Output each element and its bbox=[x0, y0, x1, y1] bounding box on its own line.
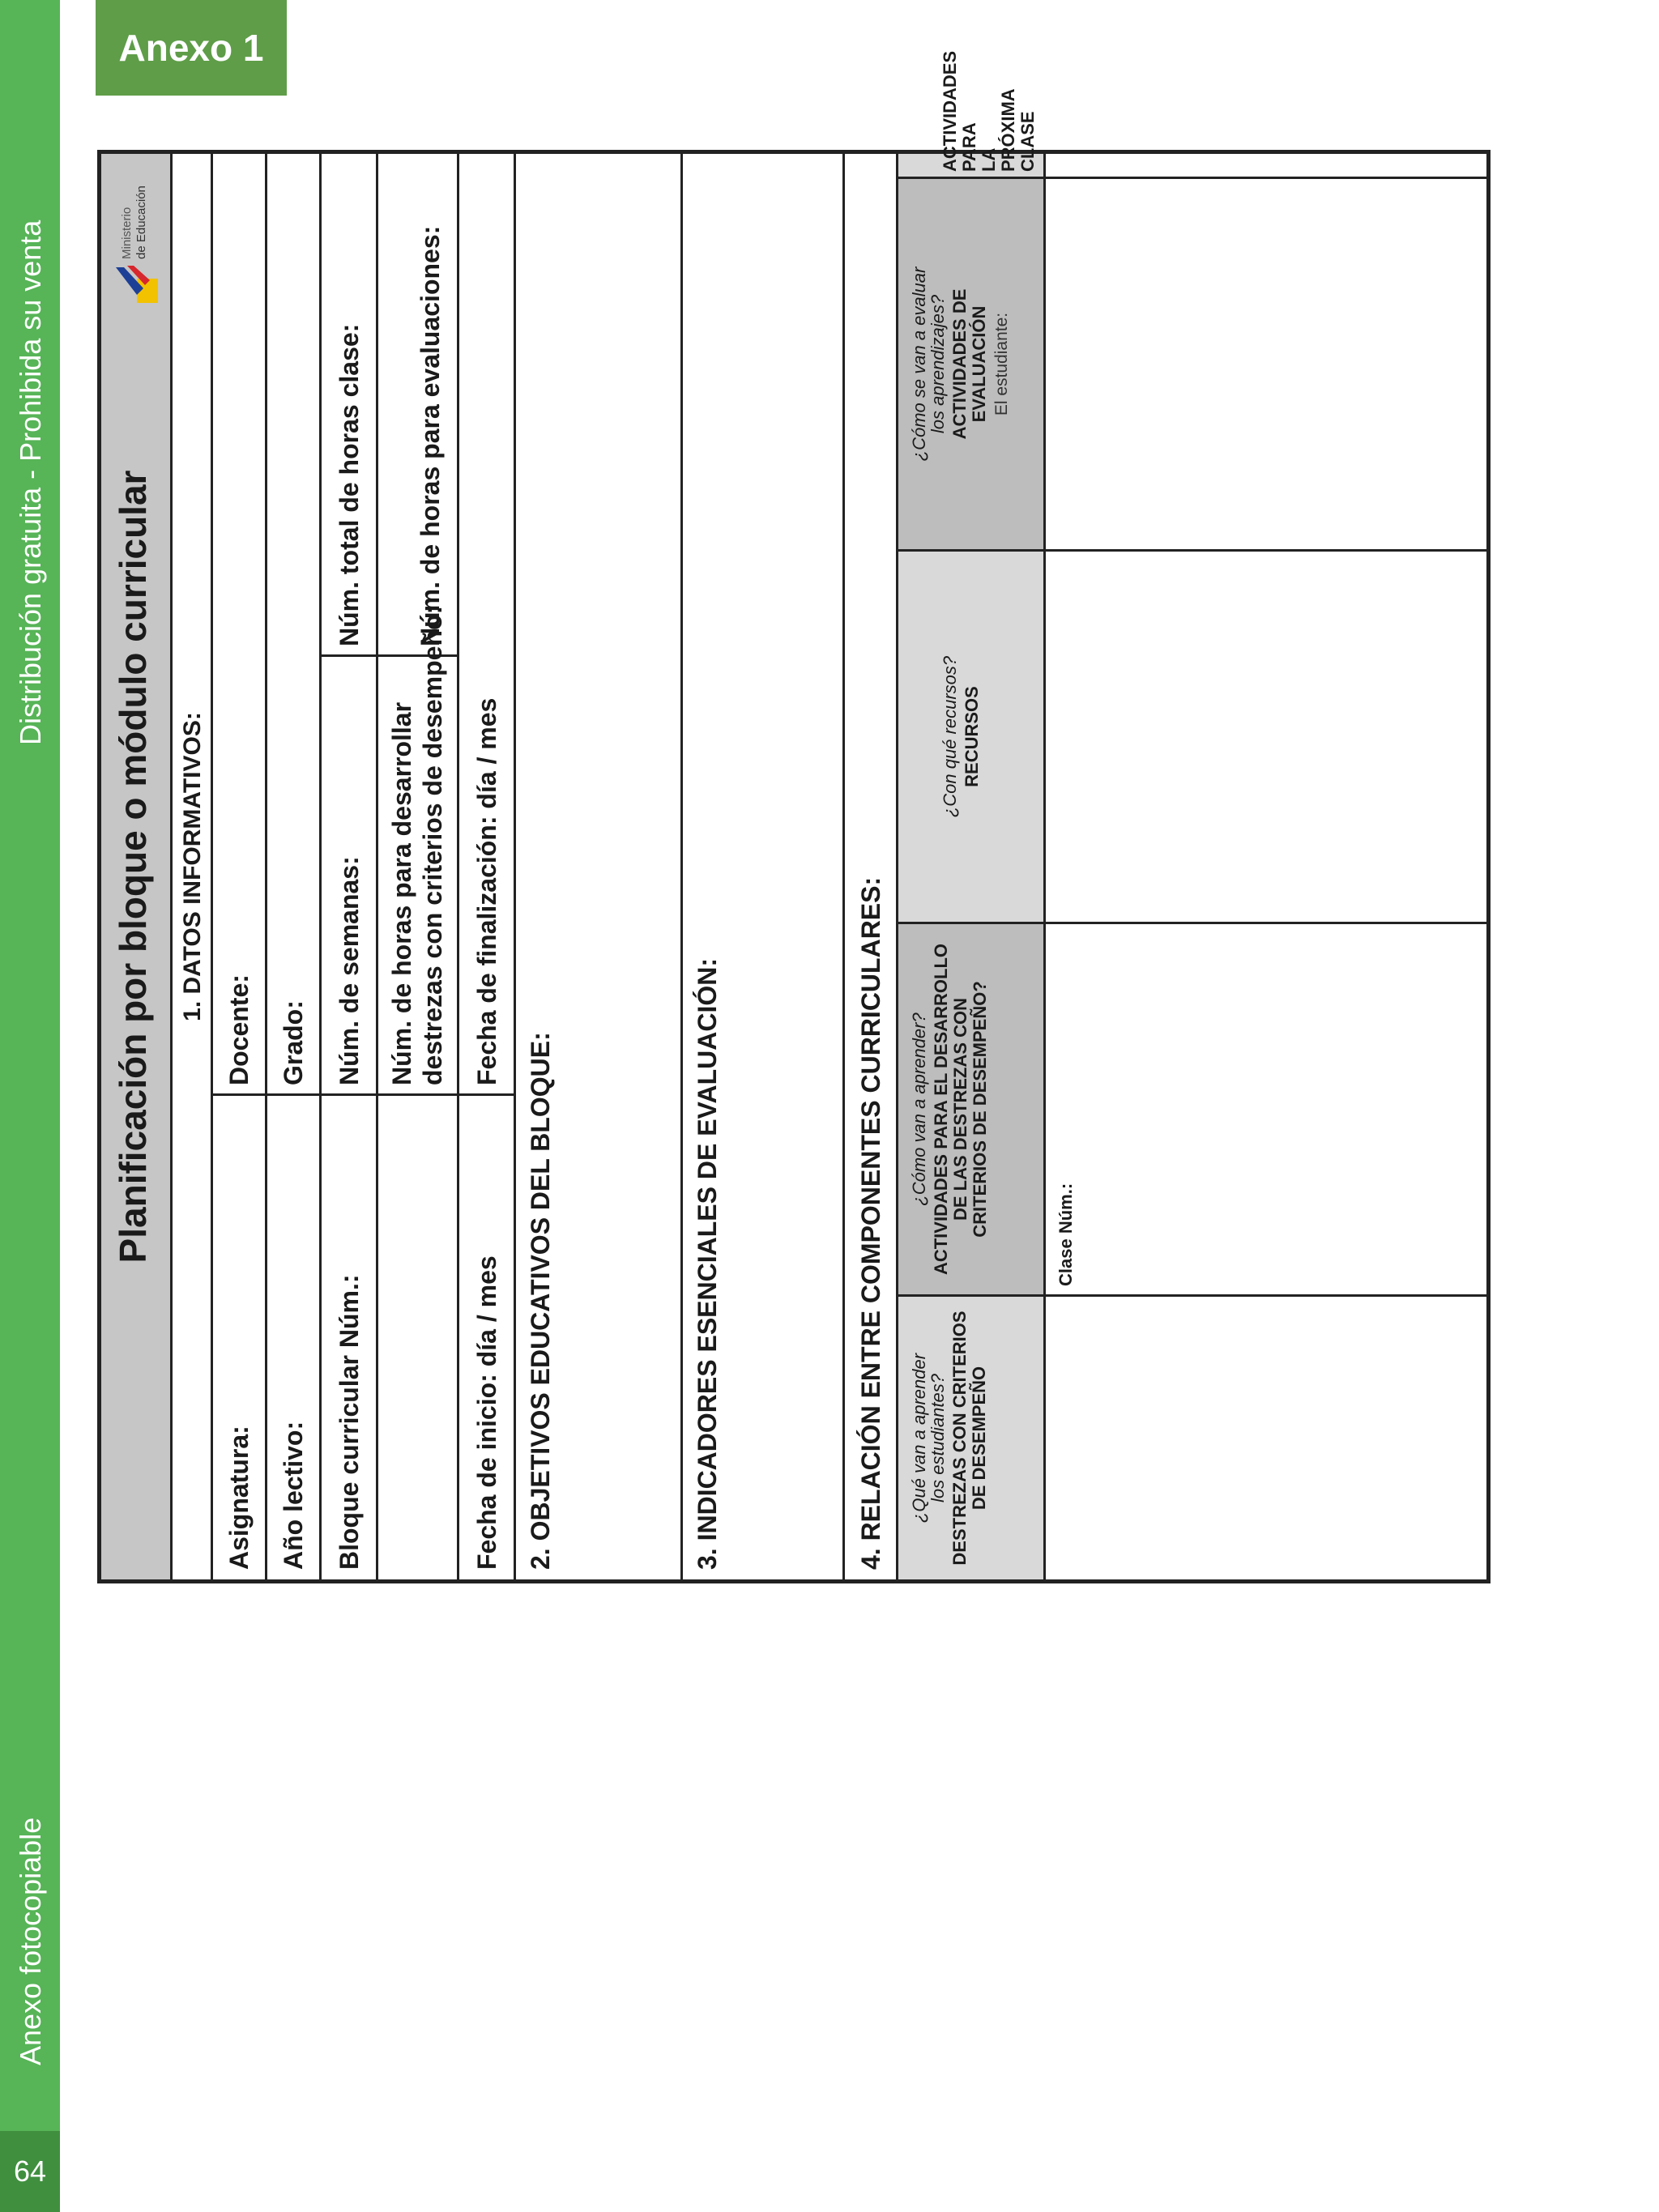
header-evaluacion-b2: EVALUACIÓN bbox=[969, 305, 989, 423]
row-relacion bbox=[845, 154, 898, 1579]
annex-tab: Anexo 1 bbox=[96, 0, 287, 96]
row-column-body bbox=[1046, 154, 1486, 1579]
row-fechas bbox=[459, 154, 516, 1579]
logo-line-1: Ministerio bbox=[120, 207, 134, 259]
row-bloque bbox=[322, 154, 378, 1579]
header-proxima-b2: PRÓXIMA CLASE bbox=[998, 88, 1038, 172]
header-actividades-b3: CRITERIOS DE DESEMPEÑO? bbox=[970, 981, 990, 1238]
form-wrapper bbox=[97, 50, 1491, 1583]
cell-ano-lectivo[interactable] bbox=[267, 1093, 319, 1579]
header-evaluacion-b1: ACTIVIDADES DE bbox=[949, 288, 970, 440]
label-horas-destrezas-2: destrezas con criterios de desempeño: bbox=[418, 605, 447, 1085]
header-destrezas bbox=[898, 1294, 1043, 1579]
header-proxima-clase bbox=[898, 50, 1043, 177]
header-evaluacion bbox=[898, 177, 1043, 549]
header-evaluacion-q1: ¿Cómo se van a evaluar bbox=[909, 266, 929, 462]
header-recursos bbox=[898, 549, 1043, 922]
label-clase-num: Clase Núm.: bbox=[1056, 1183, 1076, 1286]
page-number: 64 bbox=[0, 2131, 60, 2212]
section-1-title: 1. DATOS INFORMATIVOS: bbox=[179, 712, 206, 1021]
cell-horas-evaluaciones[interactable] bbox=[378, 154, 457, 654]
section-4-title: 4. RELACIÓN ENTRE COMPONENTES CURRICULARES: bbox=[856, 876, 885, 1570]
header-destrezas-b1: DESTREZAS CON CRITERIOS bbox=[949, 1311, 970, 1566]
row-objetivos[interactable] bbox=[516, 154, 683, 1579]
label-horas-destrezas-1: Núm. de horas para desarrollar bbox=[387, 701, 416, 1085]
row-ano-lectivo bbox=[267, 154, 322, 1579]
cell-horas-destrezas[interactable] bbox=[378, 605, 457, 1093]
row-column-headers bbox=[898, 50, 1046, 1579]
header-proxima-b1: ACTIVIDADES PARA LA bbox=[940, 50, 999, 172]
side-text-photocopiable: Anexo fotocopiable bbox=[14, 1817, 47, 2065]
header-destrezas-b2: DE DESEMPEÑO bbox=[969, 1366, 989, 1511]
cell-grado[interactable] bbox=[267, 154, 319, 1093]
header-evaluacion-sub: El estudiante: bbox=[992, 312, 1011, 416]
body-proxima-clase[interactable] bbox=[1046, 154, 1486, 177]
row-asignatura bbox=[213, 154, 267, 1579]
header-evaluacion-q2: los aprendizajes? bbox=[928, 294, 948, 434]
section-2-title: 2. OBJETIVOS EDUCATIVOS DEL BLOQUE: bbox=[526, 1032, 555, 1570]
cell-asignatura[interactable] bbox=[213, 1093, 265, 1579]
logo-line-2: de Educación bbox=[134, 185, 148, 259]
cell-fecha-inicio[interactable] bbox=[459, 1093, 514, 1579]
header-actividades-b1: ACTIVIDADES PARA EL DESARROLLO bbox=[931, 943, 951, 1276]
planning-form bbox=[97, 50, 1491, 1583]
header-recursos-q1: ¿Con qué recursos? bbox=[940, 655, 960, 818]
header-actividades-b2: DE LAS DESTREZAS CON bbox=[950, 997, 970, 1221]
body-destrezas[interactable] bbox=[1046, 1294, 1486, 1579]
cell-blank-horas[interactable] bbox=[378, 1093, 457, 1579]
row-horas bbox=[378, 154, 459, 1579]
form-title-row bbox=[101, 154, 173, 1579]
label-semanas: Núm. de semanas: bbox=[335, 856, 364, 1085]
label-asignatura: Asignatura: bbox=[224, 1426, 254, 1570]
cell-semanas[interactable] bbox=[322, 654, 376, 1093]
cell-horas-clase[interactable] bbox=[322, 154, 376, 654]
label-fecha-fin: Fecha de finalización: día / mes bbox=[472, 697, 501, 1085]
ministerio-logo bbox=[113, 165, 161, 303]
body-recursos[interactable] bbox=[1046, 549, 1486, 922]
header-destrezas-q1: ¿Qué van a aprender bbox=[909, 1353, 929, 1524]
section-1-row bbox=[173, 154, 213, 1579]
section-3-title: 3. INDICADORES ESENCIALES DE EVALUACIÓN: bbox=[693, 957, 722, 1570]
label-grado: Grado: bbox=[279, 1000, 308, 1085]
side-text-free-distribution: Distribución gratuita - Prohibida su venta bbox=[14, 219, 47, 745]
header-destrezas-q2: los estudiantes? bbox=[928, 1374, 948, 1502]
label-ano-lectivo: Año lectivo: bbox=[279, 1421, 308, 1570]
header-actividades bbox=[898, 922, 1043, 1294]
body-actividades[interactable] bbox=[1046, 922, 1486, 1294]
cell-docente[interactable] bbox=[213, 154, 265, 1093]
header-recursos-b1: RECURSOS bbox=[962, 686, 982, 787]
label-docente: Docente: bbox=[224, 974, 254, 1085]
header-actividades-q1: ¿Cómo van a aprender? bbox=[909, 1012, 929, 1206]
label-bloque: Bloque curricular Núm.: bbox=[335, 1274, 364, 1570]
label-fecha-inicio: Fecha de inicio: día / mes bbox=[472, 1255, 501, 1570]
row-indicadores[interactable] bbox=[683, 154, 845, 1579]
cell-bloque[interactable] bbox=[322, 1093, 376, 1579]
body-evaluacion[interactable] bbox=[1046, 177, 1486, 549]
cell-fecha-fin[interactable] bbox=[459, 154, 514, 1093]
label-horas-evaluaciones: Núm. de horas para evaluaciones: bbox=[416, 225, 445, 646]
label-horas-clase: Núm. total de horas clase: bbox=[335, 323, 364, 646]
form-title: Planificación por bloque o módulo curricular bbox=[112, 470, 154, 1264]
